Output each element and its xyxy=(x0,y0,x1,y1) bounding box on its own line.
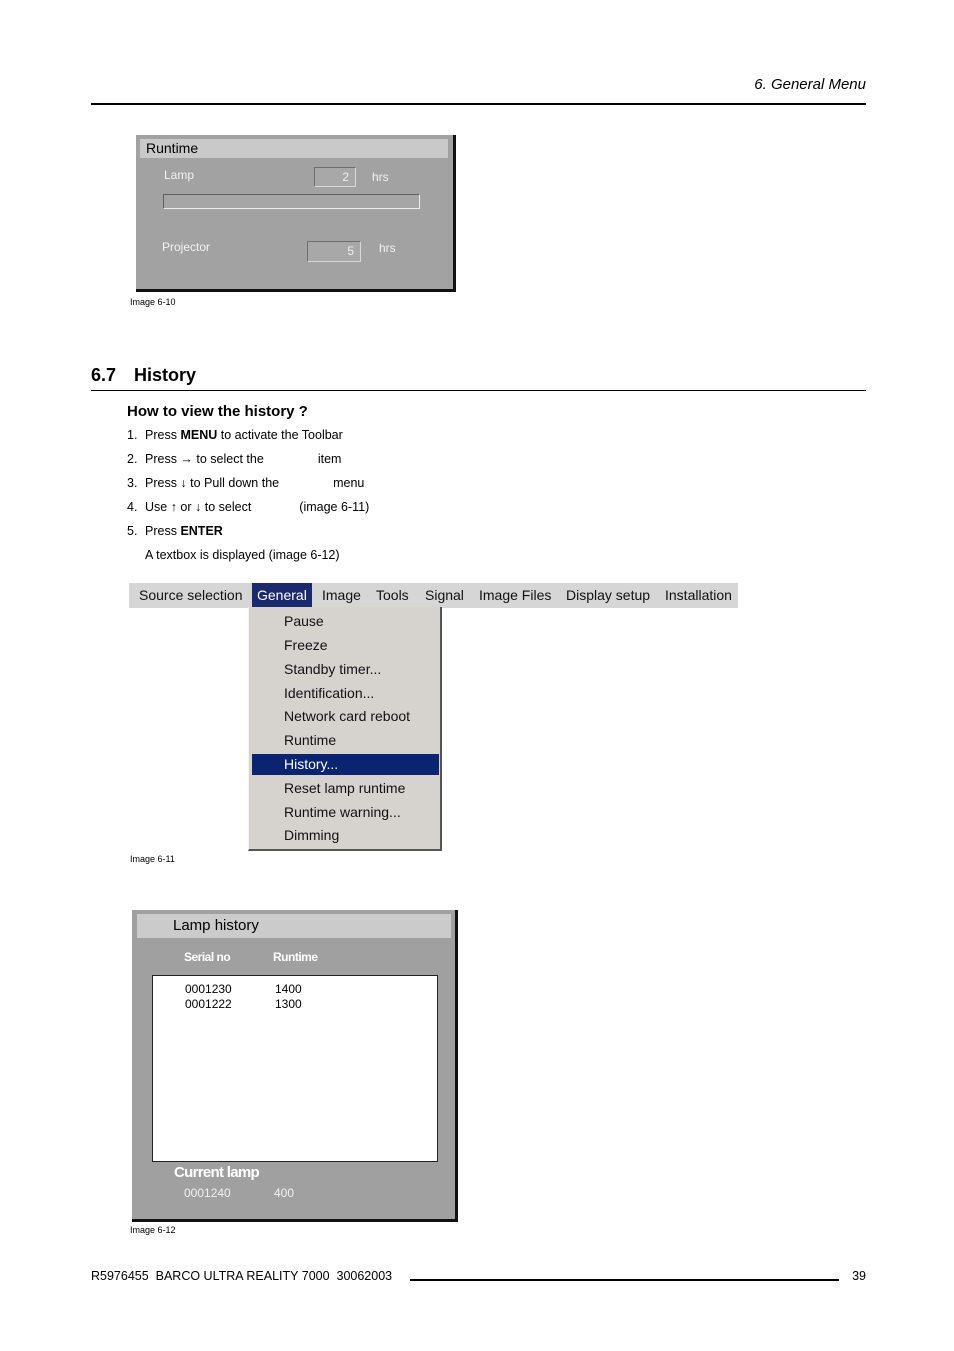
menu-item-history[interactable]: History... xyxy=(252,754,439,775)
history-row-1-serial: 0001230 xyxy=(185,982,232,996)
lamp-history-list[interactable] xyxy=(152,975,438,1162)
menu-item-pause[interactable]: Pause xyxy=(284,613,324,629)
projector-hours-field: 5 xyxy=(307,241,361,262)
runtime-dialog-title-bar xyxy=(140,139,448,158)
lamp-history-title: Lamp history xyxy=(173,917,259,934)
lamp-hours-field: 2 xyxy=(314,167,356,187)
procedure-title: How to view the history ? xyxy=(127,403,308,420)
projector-unit: hrs xyxy=(379,241,396,255)
menu-item-standby-timer[interactable]: Standby timer... xyxy=(284,661,382,677)
menu-item-dimming[interactable]: Dimming xyxy=(284,827,340,843)
toolbar-display-setup[interactable]: Display setup xyxy=(566,587,651,603)
menu-item-reset-lamp-runtime[interactable]: Reset lamp runtime xyxy=(284,780,406,796)
history-row-2-serial: 0001222 xyxy=(185,997,232,1011)
menu-item-freeze[interactable]: Freeze xyxy=(284,637,328,653)
toolbar-signal[interactable]: Signal xyxy=(425,587,464,603)
caption-image-6-11: Image 6-11 xyxy=(130,854,175,864)
general-dropdown xyxy=(248,607,442,851)
chapter-header: 6. General Menu xyxy=(754,76,866,93)
toolbar-installation[interactable]: Installation xyxy=(665,587,732,603)
lamp-history-dialog xyxy=(132,910,458,1222)
toolbar-source-selection[interactable]: Source selection xyxy=(139,587,243,603)
footer-document-id: R5976455 BARCO ULTRA REALITY 7000 30062003 xyxy=(91,1269,393,1283)
header-rule xyxy=(91,103,866,105)
column-serial-no: Serial no xyxy=(184,950,231,964)
toolbar-image[interactable]: Image xyxy=(322,587,361,603)
history-row-2-runtime: 1300 xyxy=(275,997,302,1011)
lamp-history-title-bar xyxy=(137,914,451,938)
menu-item-runtime-warning[interactable]: Runtime warning... xyxy=(284,804,401,820)
lamp-unit: hrs xyxy=(372,170,389,184)
menu-item-runtime[interactable]: Runtime xyxy=(284,732,337,748)
menu-item-network-card-reboot[interactable]: Network card reboot xyxy=(284,708,411,724)
history-row-1-runtime: 1400 xyxy=(275,982,302,996)
caption-image-6-12: Image 6-12 xyxy=(130,1225,176,1235)
current-lamp-runtime: 400 xyxy=(274,1186,295,1200)
lamp-label: Lamp xyxy=(164,168,195,182)
toolbar-general[interactable]: General xyxy=(252,583,312,608)
current-lamp-label: Current lamp xyxy=(174,1164,259,1181)
section-rule xyxy=(91,390,866,391)
runtime-dialog xyxy=(136,135,456,292)
menu-item-identification[interactable]: Identification... xyxy=(284,685,375,701)
section-title xyxy=(91,365,196,386)
lamp-runtime-bar xyxy=(163,194,420,209)
step-result: A textbox is displayed (image 6-12) xyxy=(145,548,340,562)
column-runtime: Runtime xyxy=(273,950,318,964)
projector-label: Projector xyxy=(162,240,211,254)
runtime-dialog-title: Runtime xyxy=(146,140,199,156)
section-title-text: History xyxy=(134,365,197,385)
current-lamp-serial: 0001240 xyxy=(184,1186,231,1200)
section-number: 6.7 xyxy=(91,365,117,385)
page-number: 39 xyxy=(852,1269,866,1283)
toolbar-tools[interactable]: Tools xyxy=(376,587,409,603)
caption-image-6-10: Image 6-10 xyxy=(130,297,176,307)
toolbar-image-files[interactable]: Image Files xyxy=(479,587,552,603)
projector-toolbar xyxy=(129,583,738,608)
footer-rule xyxy=(410,1279,839,1281)
